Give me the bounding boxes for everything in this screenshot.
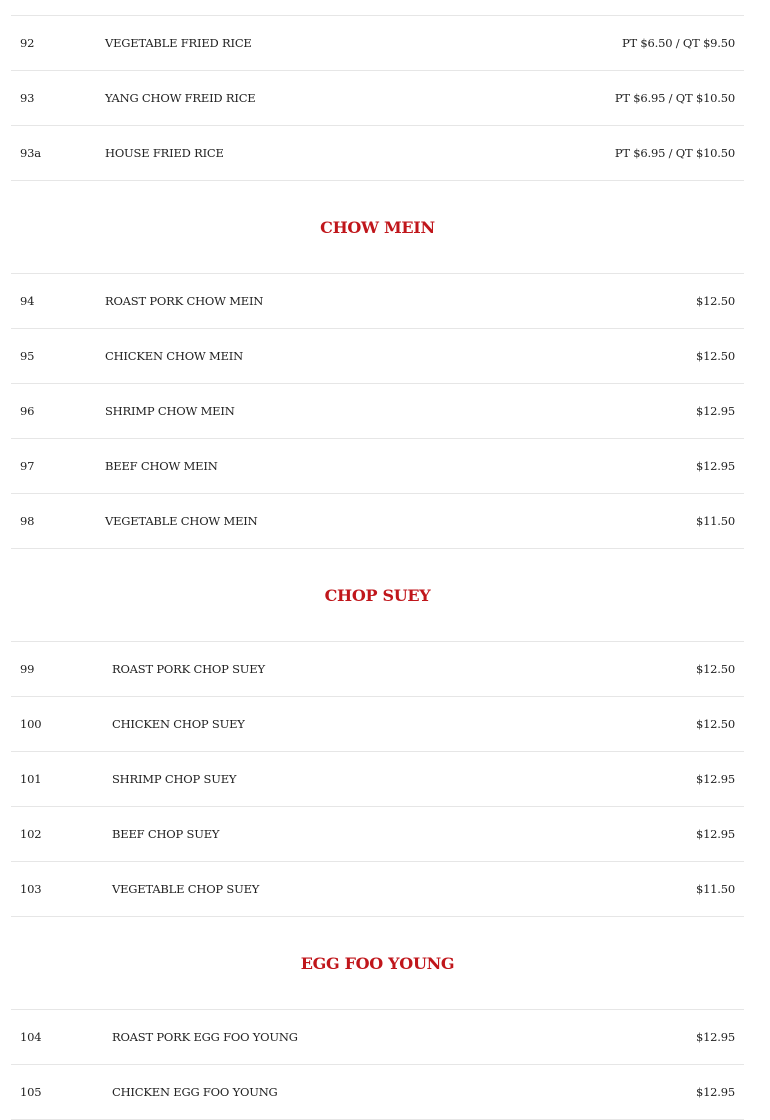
menu-item	[11, 862, 744, 917]
item-name: ROAST PORK EGG FOO YOUNG	[112, 1030, 298, 1044]
item-number: 94	[20, 294, 35, 308]
item-price: $12.95	[695, 1085, 735, 1099]
item-price: $11.50	[695, 882, 735, 896]
item-name: HOUSE FRIED RICE	[105, 146, 224, 160]
menu	[11, 0, 744, 1120]
item-name: CHICKEN EGG FOO YOUNG	[112, 1085, 278, 1099]
section-title-chop-suey: CHOP SUEY	[324, 585, 431, 605]
menu-item	[11, 274, 744, 329]
section-title-egg-foo-young: EGG FOO YOUNG	[300, 953, 455, 973]
item-name: VEGETABLE FRIED RICE	[105, 36, 252, 50]
item-name: CHICKEN CHOW MEIN	[105, 349, 243, 363]
item-price: $12.50	[695, 717, 735, 731]
item-price: $12.95	[695, 404, 735, 418]
menu-item	[11, 697, 744, 752]
item-name: BEEF CHOP SUEY	[112, 827, 220, 841]
item-name: CHICKEN CHOP SUEY	[112, 717, 245, 731]
item-number: 103	[20, 882, 42, 896]
item-number: 99	[20, 662, 35, 676]
chow-mein-section	[11, 273, 744, 549]
item-number: 93a	[20, 146, 41, 160]
menu-item	[11, 807, 744, 862]
menu-item	[11, 642, 744, 697]
item-price: $12.50	[695, 662, 735, 676]
item-name: ROAST PORK CHOW MEIN	[105, 294, 264, 308]
item-number: 92	[20, 36, 35, 50]
item-price: PT $6.95 / QT $10.50	[614, 91, 735, 105]
item-name: SHRIMP CHOW MEIN	[105, 404, 235, 418]
item-number: 104	[20, 1030, 42, 1044]
item-number: 102	[20, 827, 42, 841]
menu-item	[11, 752, 744, 807]
item-number: 101	[20, 772, 42, 786]
item-name: SHRIMP CHOP SUEY	[112, 772, 237, 786]
menu-item	[11, 494, 744, 549]
item-number: 100	[20, 717, 42, 731]
item-price: $12.95	[695, 459, 735, 473]
item-price: $12.95	[695, 827, 735, 841]
menu-item	[11, 329, 744, 384]
item-name: BEEF CHOW MEIN	[105, 459, 218, 473]
menu-item	[11, 439, 744, 494]
item-number: 93	[20, 91, 35, 105]
item-price: $12.95	[695, 1030, 735, 1044]
item-number: 97	[20, 459, 35, 473]
item-number: 95	[20, 349, 35, 363]
menu-item	[11, 384, 744, 439]
item-name: ROAST PORK CHOP SUEY	[112, 662, 265, 676]
menu-item	[11, 16, 744, 71]
item-price: PT $6.50 / QT $9.50	[621, 36, 735, 50]
menu-item	[11, 1065, 744, 1120]
menu-item	[11, 71, 744, 126]
item-name: VEGETABLE CHOP SUEY	[112, 882, 260, 896]
item-price: $12.95	[695, 772, 735, 786]
item-number: 98	[20, 514, 35, 528]
fried-rice-section	[11, 15, 744, 181]
item-price: $12.50	[695, 349, 735, 363]
item-number: 105	[20, 1085, 42, 1099]
item-price: PT $6.95 / QT $10.50	[614, 146, 735, 160]
item-name: YANG CHOW FREID RICE	[105, 91, 256, 105]
section-title-chow-mein: CHOW MEIN	[320, 217, 435, 237]
menu-item	[11, 1010, 744, 1065]
menu-item	[11, 126, 744, 181]
item-price: $12.50	[695, 294, 735, 308]
item-name: VEGETABLE CHOW MEIN	[105, 514, 258, 528]
egg-foo-young-section	[11, 1009, 744, 1120]
item-price: $11.50	[695, 514, 735, 528]
item-number: 96	[20, 404, 35, 418]
chop-suey-section	[11, 641, 744, 917]
